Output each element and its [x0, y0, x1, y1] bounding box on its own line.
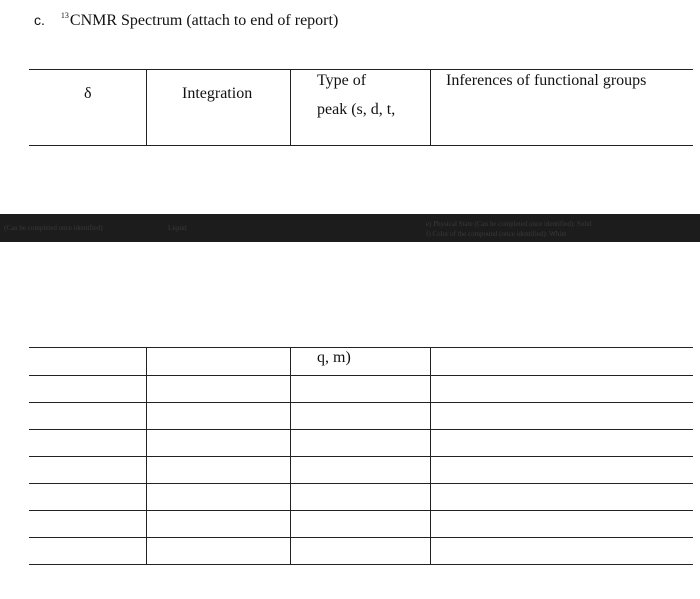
section-letter: c. — [34, 12, 45, 28]
header-delta: δ — [84, 85, 92, 102]
banner-right-text-2: f) Color of the compound (once identified): White — [426, 230, 567, 238]
bottom-table-row-line — [29, 537, 693, 538]
top-table-top-border — [29, 69, 693, 70]
bottom-table-row-line — [29, 564, 693, 565]
banner-right-text: e) Physical State (Can be completed once identified): Solid — [426, 220, 592, 228]
top-table-divider — [146, 69, 147, 146]
bottom-table-divider — [430, 347, 431, 565]
bottom-table-row-line — [29, 510, 693, 511]
top-table-bottom-border — [29, 145, 693, 146]
banner-left-text-2: Liquid — [168, 224, 187, 232]
bottom-table-row-line — [29, 483, 693, 484]
bottom-table-divider — [146, 347, 147, 565]
section-heading — [34, 11, 338, 30]
bottom-table-row-line — [29, 347, 693, 348]
dark-overlay-band — [0, 214, 700, 242]
header-inferences: Inferences of functional groups — [446, 72, 647, 89]
top-table-divider — [430, 69, 431, 146]
header-type-line1: Type of — [317, 72, 367, 89]
top-table-divider — [290, 69, 291, 146]
isotope-superscript: 13 — [60, 11, 69, 20]
bottom-table-row-line — [29, 429, 693, 430]
bottom-table-row-line — [29, 456, 693, 457]
bottom-table-row-line — [29, 375, 693, 376]
bottom-table-row-line — [29, 402, 693, 403]
banner-left-text: (Can be completed once identified) — [4, 224, 103, 232]
header-type-continuation: q, m) — [317, 349, 351, 366]
section-title: CNMR Spectrum (attach to end of report) — [69, 12, 339, 29]
bottom-table-divider — [290, 347, 291, 565]
header-type-line2: peak (s, d, t, — [317, 101, 396, 118]
header-integration: Integration — [182, 85, 253, 102]
